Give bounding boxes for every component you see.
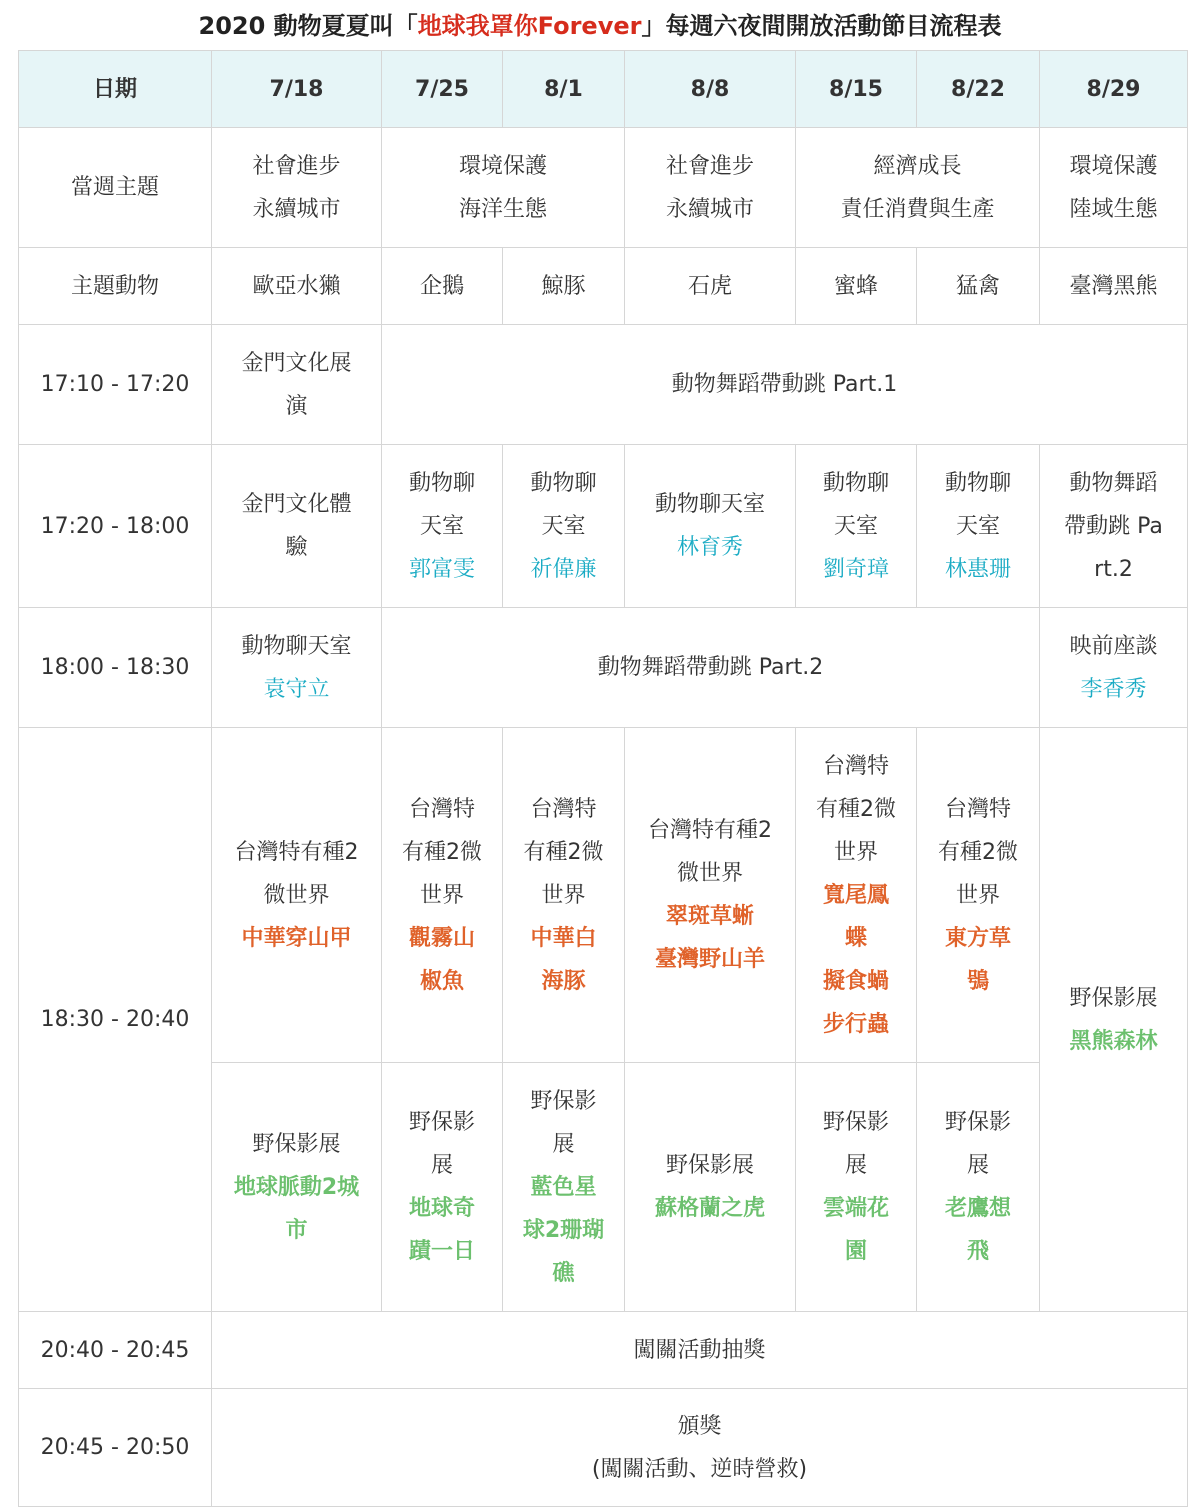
theme-line2: 海洋生態 [458, 196, 547, 222]
program-cell [382, 445, 503, 608]
species-name: 擬食蝸步行蟲 [822, 968, 889, 1037]
program-text: 動物聊天室 [654, 492, 765, 517]
program-text: 金門文化體驗 [241, 492, 352, 560]
film-title: 雲端花園 [822, 1196, 889, 1264]
species-name: 翠斑草蜥 [665, 904, 754, 929]
title-prefix: 2020 動物夏夏叫「 [198, 12, 418, 40]
date-8-29: 8/29 [1040, 51, 1188, 128]
program-cell: 動物舞蹈帶動跳 Part.1 [382, 325, 1188, 445]
program-cell [212, 728, 382, 1063]
program-cell [503, 445, 625, 608]
program-cell [796, 728, 917, 1063]
theme-line2: 責任消費與生產 [840, 196, 995, 222]
program-cell [796, 445, 917, 608]
program-text: 野保影展 [530, 1088, 597, 1157]
program-text: 台灣特有種2微世界 [523, 796, 604, 908]
time-cell: 20:45 - 20:50 [19, 1389, 212, 1507]
program-cell [382, 1063, 503, 1312]
theme-line2: 永續城市 [252, 196, 341, 222]
program-cell [503, 728, 625, 1063]
animal-cell: 臺灣黑熊 [1040, 248, 1188, 325]
speaker-name: 林育秀 [676, 535, 743, 560]
program-cell [212, 608, 382, 728]
program-cell [212, 445, 382, 608]
program-text: 動物聊天室 [241, 633, 352, 659]
program-cell [212, 1063, 382, 1312]
program-text: (闖關活動、逆時營救) [591, 1456, 808, 1482]
program-cell [625, 445, 796, 608]
theme-line1: 經濟成長 [873, 153, 962, 179]
theme-line1: 社會進步 [252, 153, 341, 179]
program-text: 頒獎 [677, 1413, 722, 1439]
theme-cell [796, 128, 1040, 248]
program-text: 台灣特有種2微世界 [938, 796, 1018, 908]
theme-cell [625, 128, 796, 248]
speaker-name: 劉奇璋 [822, 556, 889, 582]
animal-row [19, 248, 1188, 325]
theme-line1: 環境保護 [1069, 153, 1158, 179]
program-text: 台灣特有種2微世界 [816, 753, 896, 865]
time-cell: 17:20 - 18:00 [19, 445, 212, 608]
species-name: 臺灣野山羊 [654, 947, 765, 972]
date-header: 日期 [19, 51, 212, 128]
time-cell: 17:10 - 17:20 [19, 325, 212, 445]
program-text: 野保影展 [408, 1110, 475, 1178]
slot-row [19, 445, 1188, 608]
film-title: 地球脈動2城市 [233, 1174, 360, 1243]
species-name: 觀霧山椒魚 [408, 925, 475, 994]
program-cell [917, 728, 1040, 1063]
program-text: 動物聊天室 [408, 470, 475, 539]
program-text: 動物聊天室 [530, 470, 597, 539]
date-8-22: 8/22 [917, 51, 1040, 128]
date-8-8: 8/8 [625, 51, 796, 128]
film-title: 地球奇蹟一日 [408, 1196, 475, 1264]
date-7-18: 7/18 [212, 51, 382, 128]
film-title: 蘇格蘭之虎 [654, 1196, 765, 1221]
program-cell [1040, 445, 1188, 608]
animal-row-label: 主題動物 [19, 248, 212, 325]
program-text: 台灣特有種2微世界 [648, 818, 772, 886]
program-text: 野保影展 [665, 1153, 754, 1178]
program-cell: 動物舞蹈帶動跳 Part.2 [382, 608, 1040, 728]
theme-line2: 陸域生態 [1069, 196, 1158, 222]
program-cell [503, 1063, 625, 1312]
animal-cell: 猛禽 [917, 248, 1040, 325]
program-cell [796, 1063, 917, 1312]
program-cell [1040, 608, 1188, 728]
slot-row [19, 1312, 1188, 1389]
theme-line1: 環境保護 [458, 153, 547, 179]
program-text: 野保影展 [252, 1131, 341, 1157]
film-title: 黑熊森林 [1069, 1028, 1158, 1054]
date-8-1: 8/1 [503, 51, 625, 128]
film-title: 藍色星球2珊瑚礁 [522, 1174, 605, 1286]
page-title [0, 0, 1200, 50]
program-cell: 闖關活動抽獎 [212, 1312, 1188, 1389]
slot-row [19, 608, 1188, 728]
species-name: 中華白海豚 [530, 925, 597, 994]
theme-row [19, 128, 1188, 248]
date-7-25: 7/25 [382, 51, 503, 128]
theme-line2: 永續城市 [665, 196, 754, 222]
program-text: 動物聊天室 [822, 470, 889, 539]
program-text: 野保影展 [822, 1110, 889, 1178]
animal-cell: 蜜蜂 [796, 248, 917, 325]
program-text: 金門文化展演 [241, 350, 352, 419]
theme-row-label: 當週主題 [19, 128, 212, 248]
program-cell [625, 728, 796, 1063]
speaker-name: 李香秀 [1080, 676, 1147, 702]
species-name: 寬尾鳳蝶 [822, 882, 889, 951]
program-cell [1040, 728, 1188, 1312]
program-text: 動物聊天室 [944, 470, 1011, 539]
slot-row [19, 728, 1188, 1063]
speaker-name: 祈偉廉 [530, 556, 597, 582]
program-cell [917, 1063, 1040, 1312]
program-cell [382, 728, 503, 1063]
program-text: 台灣特有種2微世界 [402, 796, 482, 908]
speaker-name: 郭富雯 [408, 556, 475, 582]
program-cell [625, 1063, 796, 1312]
animal-cell: 歐亞水獺 [212, 248, 382, 325]
animal-cell: 企鵝 [382, 248, 503, 325]
date-8-15: 8/15 [796, 51, 917, 128]
header-row [19, 51, 1188, 128]
time-cell: 20:40 - 20:45 [19, 1312, 212, 1389]
species-name: 中華穿山甲 [241, 925, 352, 951]
slot-row [19, 325, 1188, 445]
time-cell: 18:00 - 18:30 [19, 608, 212, 728]
title-highlight: 地球我罩你Forever [417, 12, 642, 40]
animal-cell: 鯨豚 [503, 248, 625, 325]
program-text: 野保影展 [944, 1110, 1011, 1178]
program-text: 動物舞蹈帶動跳 Part.2 [1064, 470, 1163, 582]
program-text: 映前座談 [1069, 633, 1158, 659]
theme-cell [382, 128, 625, 248]
species-name: 東方草鴞 [944, 925, 1011, 994]
speaker-name: 袁守立 [263, 676, 330, 702]
program-cell [212, 325, 382, 445]
program-text: 台灣特有種2微世界 [234, 839, 359, 908]
theme-cell [212, 128, 382, 248]
program-text: 野保影展 [1069, 985, 1158, 1011]
schedule-table [18, 50, 1188, 1507]
animal-cell: 石虎 [625, 248, 796, 325]
theme-cell [1040, 128, 1188, 248]
title-suffix: 」每週六夜間開放活動節目流程表 [641, 12, 1002, 40]
film-title: 老鷹想飛 [944, 1196, 1011, 1264]
theme-line1: 社會進步 [665, 153, 754, 179]
speaker-name: 林惠珊 [944, 556, 1011, 582]
time-cell: 18:30 - 20:40 [19, 728, 212, 1312]
program-cell [917, 445, 1040, 608]
